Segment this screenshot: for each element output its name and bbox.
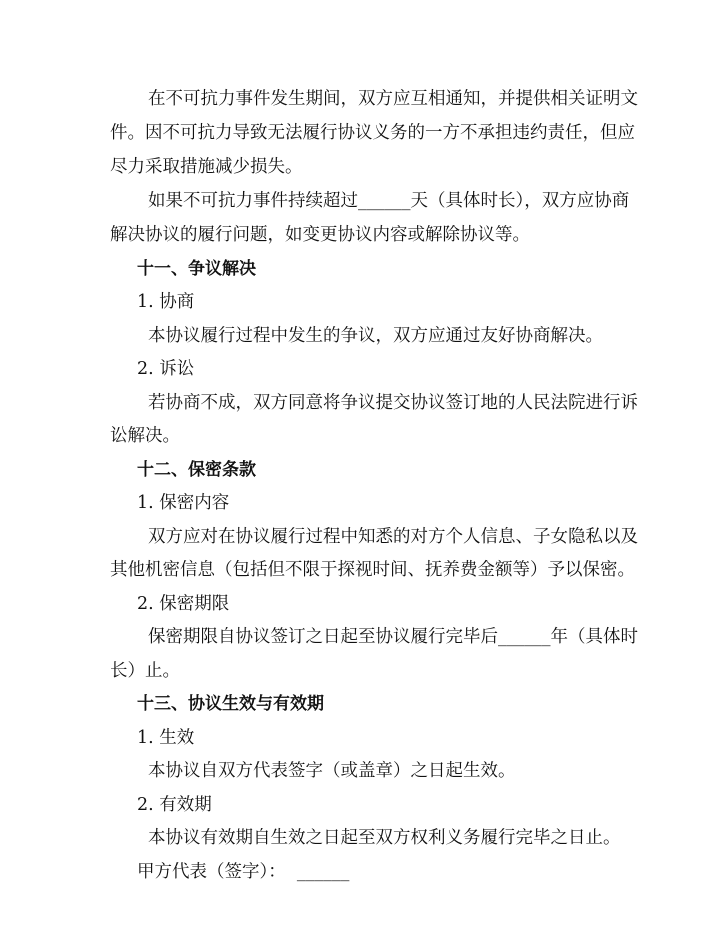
paragraph-line: 尽力采取措施减少损失。 (110, 157, 303, 177)
item-label: 2. 有效期 (137, 795, 212, 815)
paragraph-line: 长）止。 (110, 661, 180, 681)
paragraph-line: 本协议自双方代表签字（或盖章）之日起生效。 (148, 761, 516, 781)
signature-line: 甲方代表（签字）： ______ (137, 862, 350, 882)
paragraph-line: 双方应对在协议履行过程中知悉的对方个人信息、子女隐私以及 (148, 527, 638, 547)
item-label: 1. 保密内容 (137, 493, 230, 513)
item-label: 1. 协商 (137, 292, 195, 312)
section-heading: 十二、保密条款 (137, 460, 256, 480)
item-label: 2. 保密期限 (137, 594, 230, 614)
paragraph-line: 如果不可抗力事件持续超过______天（具体时长），双方应协商 (148, 191, 630, 211)
paragraph-line: 解决协议的履行问题，如变更协议内容或解除协议等。 (110, 225, 530, 245)
paragraph-line: 讼解决。 (110, 426, 180, 446)
section-heading: 十三、协议生效与有效期 (137, 694, 324, 714)
paragraph-line: 在不可抗力事件发生期间，双方应互相通知，并提供相关证明文 (148, 89, 638, 109)
paragraph-line: 其他机密信息（包括但不限于探视时间、抚养费金额等）予以保密。 (110, 560, 635, 580)
item-label: 2. 诉讼 (137, 359, 195, 379)
paragraph-line: 本协议有效期自生效之日起至双方权利义务履行完毕之日止。 (148, 828, 621, 848)
paragraph-line: 若协商不成，双方同意将争议提交协议签订地的人民法院进行诉 (148, 393, 638, 413)
section-heading: 十一、争议解决 (137, 259, 256, 279)
paragraph-line: 件。因不可抗力导致无法履行协议义务的一方不承担违约责任，但应 (110, 123, 635, 143)
paragraph-line: 保密期限自协议签订之日起至协议履行完毕后______年（具体时 (148, 627, 638, 647)
item-label: 1. 生效 (137, 728, 195, 748)
paragraph-line: 本协议履行过程中发生的争议，双方应通过友好协商解决。 (148, 326, 603, 346)
